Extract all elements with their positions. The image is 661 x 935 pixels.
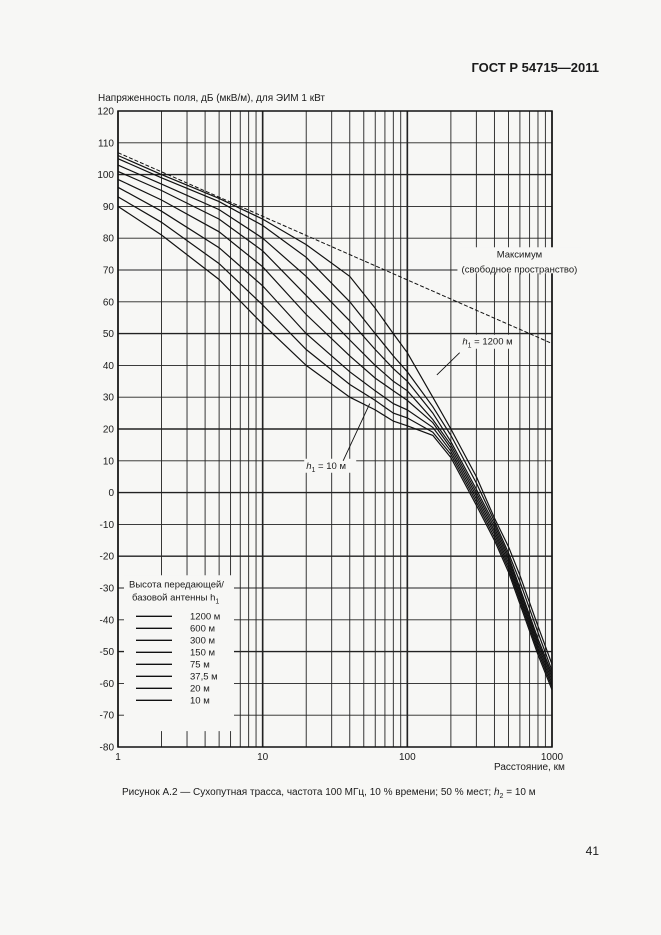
x-tick-label: 1: [115, 752, 121, 763]
y-tick-label: 120: [97, 106, 114, 118]
legend-entry: 20 м: [190, 683, 210, 695]
y-tick-label: -60: [99, 678, 114, 690]
h10-leader: [343, 404, 370, 461]
legend-entry: 300 м: [190, 635, 216, 647]
x-tick-label: 10: [257, 752, 269, 763]
h10-label: $h_1 = 10$ м: [306, 460, 346, 474]
legend-entry: 1200 м: [190, 611, 221, 623]
y-tick-label: -70: [99, 710, 114, 722]
legend-entry: 75 м: [190, 659, 210, 671]
y-tick-label: 30: [102, 392, 114, 404]
y-tick-label: 90: [102, 201, 114, 213]
legend-title-line2: базовой антенны $h_1$: [132, 592, 220, 606]
y-tick-label: 10: [102, 456, 114, 468]
y-tick-label: -30: [99, 583, 114, 595]
y-tick-label: -50: [99, 647, 114, 659]
y-tick-label: 100: [97, 170, 114, 182]
x-tick-label: 1000: [540, 752, 564, 763]
y-axis-label: Напряженность поля, дБ (мкВ/м), для ЭИМ 1 кВт: [98, 93, 325, 104]
y-tick-label: 50: [102, 329, 114, 341]
page-number: 41: [585, 844, 599, 858]
y-tick-label: -40: [99, 615, 114, 627]
caption-suffix: = 10 м: [503, 787, 536, 798]
max-label-line1: Максимум: [496, 249, 543, 261]
legend-entry: 150 м: [190, 647, 216, 659]
y-tick-label: 60: [102, 297, 114, 309]
h1200-leader: [437, 353, 460, 375]
y-tick-label: 40: [102, 360, 114, 372]
caption-h-letter: h: [493, 787, 500, 798]
figure-caption: [122, 787, 536, 800]
x-axis-label: Расстояние, км: [494, 762, 565, 773]
y-tick-label: 70: [102, 265, 114, 277]
y-tick-label: 20: [102, 424, 114, 436]
caption-h-sub: 2: [499, 793, 504, 800]
legend-entry: 10 м: [190, 695, 210, 707]
legend: [124, 575, 234, 731]
legend-title-line1: Высота передающей/: [129, 579, 224, 591]
y-tick-label: 110: [98, 138, 114, 150]
max-label-line2: (свободное пространство): [461, 264, 578, 276]
legend-entry: 600 м: [190, 623, 216, 635]
y-tick-label: -80: [99, 742, 114, 754]
y-tick-label: 80: [102, 233, 114, 245]
y-tick-label: -10: [99, 519, 114, 531]
x-tick-label: 100: [398, 752, 416, 763]
y-tick-label: 0: [108, 488, 114, 500]
y-tick-label: -20: [99, 551, 114, 563]
document-header: ГОСТ Р 54715—2011: [471, 60, 599, 75]
legend-entry: 37,5 м: [190, 671, 218, 683]
h1200-label: $h_1 = 1200$ м: [462, 336, 513, 350]
caption-prefix: Рисунок А.2 — Сухопутная трасса, частота 100 МГц, 10 % времени; 50 % мест;: [122, 787, 494, 798]
